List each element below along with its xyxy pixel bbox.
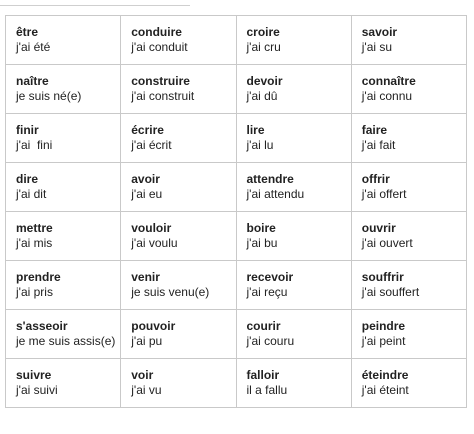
infinitive-label: savoir — [361, 25, 398, 39]
infinitive-label: devoir — [246, 74, 283, 88]
infinitive-label: lire — [246, 123, 265, 137]
verb-cell — [121, 212, 236, 261]
infinitive-label: recevoir — [246, 270, 294, 284]
verb-table-body — [6, 16, 467, 408]
infinitive-label: voir — [131, 368, 154, 382]
passe-compose-label: j'ai ouvert — [361, 236, 413, 250]
passe-compose-label: j'ai voulu — [131, 236, 178, 250]
table-row — [6, 310, 467, 359]
infinitive-label: dire — [16, 172, 39, 186]
infinitive-label: courir — [246, 319, 281, 333]
passe-compose-label: j'ai cru — [246, 40, 281, 54]
passe-compose-label: j'ai écrit — [131, 138, 172, 152]
table-row — [6, 65, 467, 114]
passe-compose-label: j'ai lu — [246, 138, 274, 152]
verb-cell — [6, 16, 121, 65]
infinitive-label: construire — [131, 74, 190, 88]
table-row — [6, 212, 467, 261]
infinitive-label: éteindre — [361, 368, 409, 382]
infinitive-label: peindre — [361, 319, 406, 333]
infinitive-label: s'asseoir — [16, 319, 68, 333]
verb-cell — [121, 114, 236, 163]
table-row — [6, 16, 467, 65]
verb-cell — [6, 310, 121, 359]
verb-cell — [6, 114, 121, 163]
verb-cell — [6, 261, 121, 310]
table-row — [6, 359, 467, 408]
passe-compose-label: j'ai offert — [361, 187, 407, 201]
passe-compose-label: j'ai vu — [131, 383, 162, 397]
verb-cell — [351, 65, 466, 114]
infinitive-label: ouvrir — [361, 221, 396, 235]
infinitive-label: finir — [16, 123, 39, 137]
infinitive-label: conduire — [131, 25, 182, 39]
passe-compose-label: j'ai fini — [16, 138, 53, 152]
verb-cell — [121, 65, 236, 114]
passe-compose-label: j'ai couru — [246, 334, 295, 348]
verb-cell — [6, 212, 121, 261]
infinitive-label: offrir — [361, 172, 390, 186]
passe-compose-label: j'ai conduit — [131, 40, 188, 54]
verb-cell — [351, 212, 466, 261]
verb-cell — [121, 310, 236, 359]
verb-cell — [236, 212, 351, 261]
passe-compose-label: j'ai construit — [131, 89, 195, 103]
infinitive-label: boire — [246, 221, 276, 235]
verb-cell — [6, 65, 121, 114]
infinitive-label: prendre — [16, 270, 61, 284]
infinitive-label: connaître — [361, 74, 416, 88]
passe-compose-label: j'ai fait — [361, 138, 396, 152]
verb-cell — [236, 65, 351, 114]
verb-cell — [236, 310, 351, 359]
infinitive-label: être — [16, 25, 39, 39]
passe-compose-label: j'ai su — [361, 40, 393, 54]
verb-cell — [6, 359, 121, 408]
infinitive-label: falloir — [246, 368, 280, 382]
verb-cell — [236, 163, 351, 212]
table-row — [6, 163, 467, 212]
passe-compose-label: j'ai éteint — [361, 383, 409, 397]
infinitive-label: avoir — [131, 172, 160, 186]
infinitive-label: faire — [361, 123, 388, 137]
verb-cell — [121, 163, 236, 212]
passe-compose-label: il a fallu — [246, 383, 288, 397]
passe-compose-label: j'ai bu — [246, 236, 278, 250]
passe-compose-label: j'ai connu — [361, 89, 413, 103]
passe-compose-label: je me suis assis(e) — [16, 334, 116, 348]
infinitive-label: vouloir — [131, 221, 172, 235]
passe-compose-label: j'ai été — [16, 40, 51, 54]
passe-compose-label: j'ai suivi — [16, 383, 58, 397]
passe-compose-label: j'ai reçu — [246, 285, 288, 299]
verb-cell — [351, 359, 466, 408]
passe-compose-label: j'ai eu — [131, 187, 163, 201]
passe-compose-label: j'ai dit — [16, 187, 47, 201]
passe-compose-label: j'ai peint — [361, 334, 406, 348]
verb-cell — [236, 359, 351, 408]
verb-conjugation-table — [5, 15, 467, 408]
table-row — [6, 114, 467, 163]
infinitive-label: mettre — [16, 221, 53, 235]
infinitive-label: croire — [246, 25, 280, 39]
infinitive-label: écrire — [131, 123, 164, 137]
verb-cell — [236, 261, 351, 310]
verb-cell — [121, 16, 236, 65]
passe-compose-label: je suis venu(e) — [131, 285, 210, 299]
infinitive-label: pouvoir — [131, 319, 176, 333]
verb-cell — [351, 114, 466, 163]
infinitive-label: souffrir — [361, 270, 404, 284]
passe-compose-label: j'ai attendu — [246, 187, 305, 201]
verb-cell — [351, 16, 466, 65]
verb-cell — [351, 261, 466, 310]
verb-cell — [121, 359, 236, 408]
passe-compose-label: j'ai dû — [246, 89, 278, 103]
passe-compose-label: j'ai pu — [131, 334, 163, 348]
passe-compose-label: je suis né(e) — [16, 89, 82, 103]
passe-compose-label: j'ai pris — [16, 285, 53, 299]
verb-cell — [236, 16, 351, 65]
verb-cell — [351, 163, 466, 212]
infinitive-label: attendre — [246, 172, 294, 186]
table-row — [6, 261, 467, 310]
infinitive-label: naître — [16, 74, 49, 88]
top-divider — [0, 5, 190, 6]
verb-cell — [6, 163, 121, 212]
passe-compose-label: j'ai mis — [16, 236, 53, 250]
verb-cell — [351, 310, 466, 359]
passe-compose-label: j'ai souffert — [361, 285, 420, 299]
infinitive-label: suivre — [16, 368, 52, 382]
infinitive-label: venir — [131, 270, 160, 284]
verb-cell — [236, 114, 351, 163]
verb-cell — [121, 261, 236, 310]
